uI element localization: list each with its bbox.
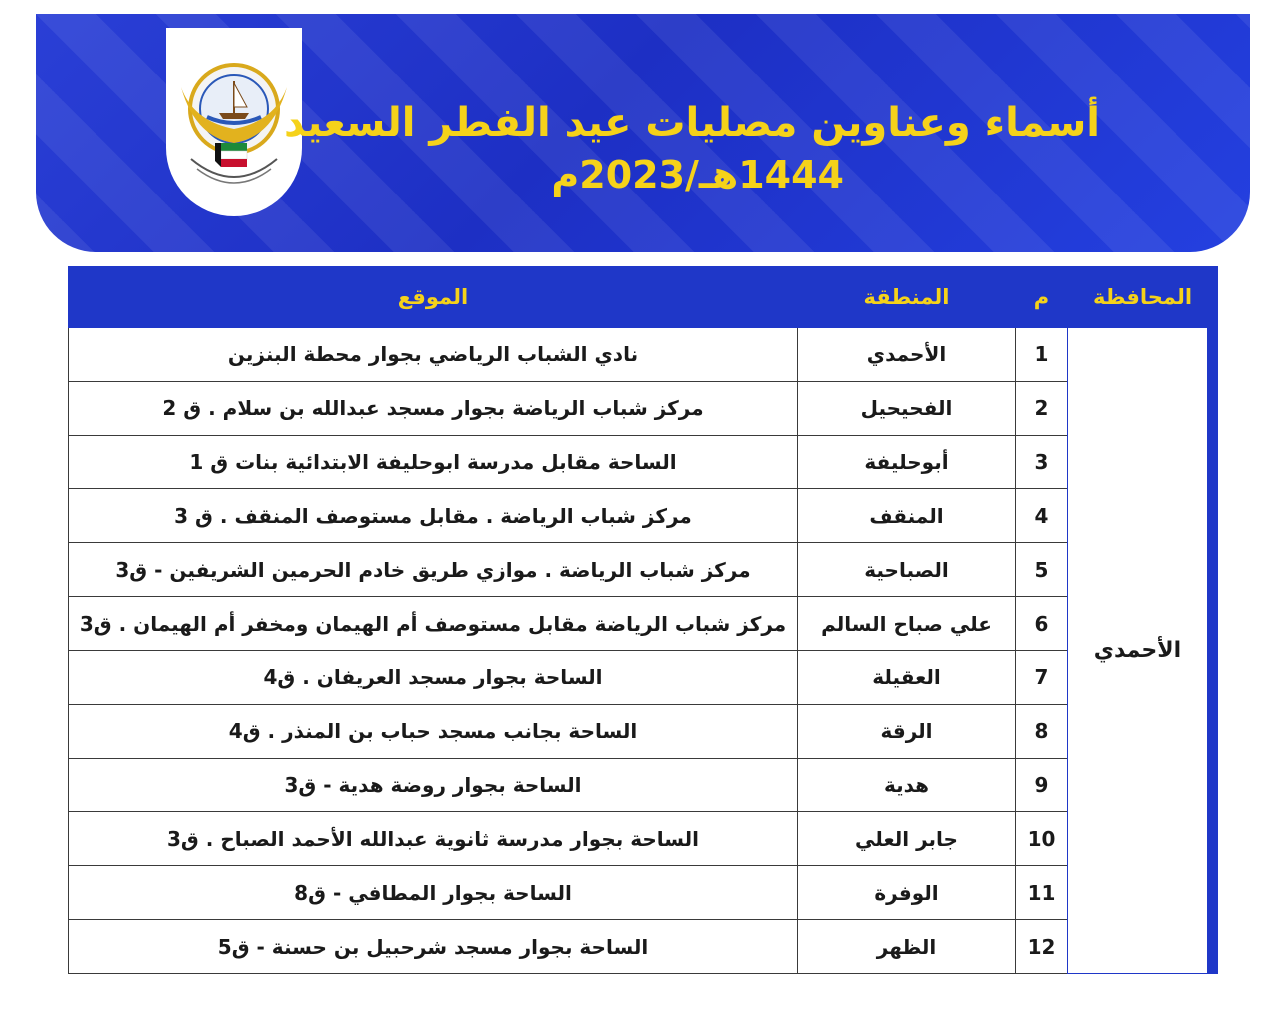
location-text: مركز شباب الرياضة . مقابل مستوصف المنقف . ق 3: [69, 489, 798, 543]
row-number: 5: [1016, 543, 1068, 597]
row-number: 4: [1016, 489, 1068, 543]
area-name: الرقة: [798, 704, 1016, 758]
table-row: [69, 597, 1218, 651]
table-row: [69, 920, 1218, 974]
row-number: 11: [1016, 866, 1068, 920]
ministry-emblem-icon: [175, 47, 293, 197]
location-text: مركز شباب الرياضة مقابل مستوصف أم الهيمان ومخفر أم الهيمان . ق3: [69, 597, 798, 651]
location-text: مركز شباب الرياضة بجوار مسجد عبدالله بن سلام . ق 2: [69, 381, 798, 435]
table-row: [69, 650, 1218, 704]
location-text: مركز شباب الرياضة . موازي طريق خادم الحرمين الشريفين - ق3: [69, 543, 798, 597]
row-number: 9: [1016, 758, 1068, 812]
table-row: [69, 381, 1218, 435]
area-name: المنقف: [798, 489, 1016, 543]
area-name: هدية: [798, 758, 1016, 812]
row-number: 6: [1016, 597, 1068, 651]
table-row: [69, 489, 1218, 543]
area-name: جابر العلي: [798, 812, 1016, 866]
row-number: 7: [1016, 650, 1068, 704]
table-row: [69, 543, 1218, 597]
table-row: [69, 812, 1218, 866]
table-row: [69, 758, 1218, 812]
column-header-area: المنطقة: [798, 267, 1016, 328]
row-number: 12: [1016, 920, 1068, 974]
row-number: 8: [1016, 704, 1068, 758]
header-banner: [36, 14, 1250, 252]
row-number: 10: [1016, 812, 1068, 866]
page-title: أسماء وعناوين مصليات عيد الفطر السعيد: [284, 100, 1100, 146]
row-number: 3: [1016, 435, 1068, 489]
area-name: علي صباح السالم: [798, 597, 1016, 651]
location-text: الساحة بجوار روضة هدية - ق3: [69, 758, 798, 812]
location-text: الساحة بجوار مسجد شرحبيل بن حسنة - ق5: [69, 920, 798, 974]
area-name: العقيلة: [798, 650, 1016, 704]
location-text: الساحة بجوار مدرسة ثانوية عبدالله الأحمد الصباح . ق3: [69, 812, 798, 866]
area-name: الفحيحيل: [798, 381, 1016, 435]
governorate-name: الأحمدي: [1068, 328, 1207, 973]
area-name: الظهر: [798, 920, 1016, 974]
prayer-grounds-table: [68, 266, 1218, 974]
area-name: الوفرة: [798, 866, 1016, 920]
table-row: [69, 866, 1218, 920]
table-row: [69, 328, 1218, 382]
column-header-location: الموقع: [69, 267, 798, 328]
location-text: الساحة بجوار المطافي - ق8: [69, 866, 798, 920]
row-number: 2: [1016, 381, 1068, 435]
table-body: [69, 328, 1218, 974]
table-header-row: [69, 267, 1218, 328]
table-row: [69, 435, 1218, 489]
column-header-number: م: [1016, 267, 1068, 328]
row-number: 1: [1016, 328, 1068, 382]
area-name: الصباحية: [798, 543, 1016, 597]
column-header-governorate: المحافظة: [1068, 267, 1218, 328]
location-text: الساحة مقابل مدرسة ابوحليفة الابتدائية بنات ق 1: [69, 435, 798, 489]
table-row: [69, 704, 1218, 758]
governorate-cell: [1068, 328, 1218, 974]
location-text: الساحة بجوار مسجد العريفان . ق4: [69, 650, 798, 704]
location-text: الساحة بجانب مسجد حباب بن المنذر . ق4: [69, 704, 798, 758]
page-subtitle: 1444هـ/2023م: [551, 153, 844, 197]
area-name: الأحمدي: [798, 328, 1016, 382]
location-text: نادي الشباب الرياضي بجوار محطة البنزين: [69, 328, 798, 382]
area-name: أبوحليفة: [798, 435, 1016, 489]
